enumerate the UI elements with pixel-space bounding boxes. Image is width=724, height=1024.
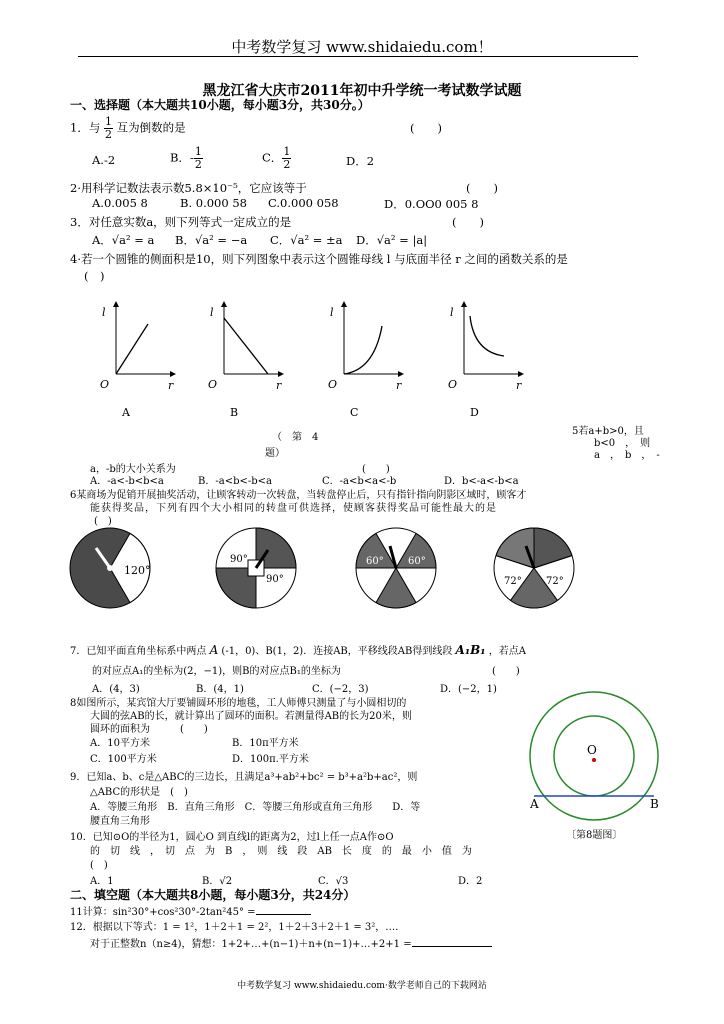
svg-text:O: O	[448, 378, 458, 391]
q7-option-a: A．(4，3)	[92, 684, 140, 695]
header-rule	[78, 56, 638, 57]
svg-text:l: l	[102, 306, 106, 319]
section2-heading: 二、填空题（本大题共8小题，每小题3分，共24分）	[70, 888, 356, 902]
q10-answer-paren: ( )	[90, 860, 108, 871]
q5-stem-1: 5若a+b>0，且	[572, 426, 644, 437]
q10-stem-2: 的 切 线 ， 切 点 为 B ， 则 线 段 AB 长 度 的 最 小 值 为	[90, 846, 472, 857]
svg-text:72°: 72°	[546, 576, 564, 587]
svg-text:120°: 120°	[124, 564, 151, 577]
svg-text:r: r	[396, 379, 402, 392]
q6-stem-2: 能获得奖品，下列有四个大小相同的转盘可供选择，使顾客获得奖品可能性最大的是	[90, 503, 497, 514]
q3-option-c: C．√a² = ±a	[270, 233, 343, 247]
q8-ring-figure	[522, 686, 672, 846]
q1-option-d: D．2	[346, 154, 375, 168]
q5-option-c: C．-a<b<a<-b	[322, 476, 397, 487]
q4-graph-c	[328, 302, 403, 419]
page-header: 中考数学复习 www.shidaiedu.com！	[231, 38, 493, 56]
q4-graph-d-curve	[470, 316, 504, 356]
svg-text:72°: 72°	[504, 576, 522, 587]
q5-stem-3: a ， b ， -	[594, 450, 660, 461]
svg-text:90°: 90°	[266, 574, 284, 585]
q6-stem-1: 6某商场为促销开展抽奖活动，让顾客转动一次转盘，当转盘停止后，只有指针指向阴影区域时，顾客才	[70, 490, 527, 501]
q4-graph-figure	[90, 296, 530, 426]
q6-answer-paren: ( )	[94, 516, 112, 527]
svg-text:D: D	[470, 406, 479, 419]
q3-option-a: A．√a² = a	[92, 233, 155, 247]
q6-spinner-a	[70, 528, 151, 632]
q7-option-c: C．(−2，3)	[312, 684, 369, 695]
q5-answer-paren: ( )	[362, 464, 390, 475]
q11-answer-blank[interactable]	[256, 904, 311, 915]
exam-title: 黑龙江省大庆市2011年初中升学统一考试数学试题	[202, 83, 522, 99]
q6-spinner-b	[216, 528, 296, 632]
q9-options: A．等腰三角形 B．直角三角形 C．等腰三角形或直角三角形 D．等	[90, 802, 421, 813]
q2-option-d: D．0.OO0 005 8	[384, 197, 479, 211]
q10-option-a: A．1	[90, 876, 114, 887]
q12-answer-blank[interactable]	[412, 936, 492, 947]
svg-text:B: B	[230, 406, 239, 419]
q7-stem-2: 的对应点A₁的坐标为(2，−1)，则B的对应点B₁的坐标为	[92, 666, 341, 677]
q6-spinner-d	[494, 528, 574, 632]
q7-stem-1: 7．已知平面直角坐标系中两点 A (-1，0)、B(1，2)．连接AB，平移线段AB得到线段 A₁B₁ ，若点A	[70, 643, 526, 657]
q5-option-d: D．b<-a<-b<a	[444, 476, 519, 487]
q5-option-a: A．-a<-b<b<a	[90, 476, 164, 487]
q12-stem-2: 对于正整数n（n≥4)，猜想：1+2+…+(n−1)＋n+(n−1)+…+2+1 =	[90, 935, 492, 950]
q2-option-c: C.0.000 058	[268, 196, 339, 210]
page-footer: 中考数学复习 www.shidaiedu.com·数学老师自己的下载网站	[237, 981, 487, 991]
q4-graph-d	[448, 302, 523, 419]
section1-heading: 一、选择题（本大题共10小题，每小题3分，共30分。）	[70, 98, 370, 112]
q1-stem: 1．与 $\frac{1}{2}$ 互为倒数的是	[70, 115, 186, 141]
q3-option-b: B．√a² = −a	[175, 233, 248, 247]
q5-stem-2: b<0 ， 则	[594, 438, 651, 449]
q4-caption-1: （ 第 4	[272, 432, 319, 443]
q4-graph-a-line	[116, 324, 148, 374]
q3-stem: 3．对任意实数a，则下列等式一定成立的是	[70, 215, 292, 229]
q9-stem-2: △ABC的形状是 ( )	[90, 787, 188, 798]
svg-text:r: r	[168, 379, 174, 392]
q4-answer-paren: ( )	[84, 269, 105, 283]
q2-option-a: A.0.005 8	[92, 196, 148, 210]
q4-stem: 4·若一个圆锥的侧面积是10，则下列图象中表示这个圆锥母线 l 与底面半径 r 之间的函数关系的是	[70, 252, 568, 266]
svg-text:60°: 60°	[408, 556, 426, 567]
q4-graph-c-curve	[344, 326, 382, 374]
q10-option-d: D．2	[458, 876, 483, 887]
q2-answer-paren: ( )	[466, 181, 498, 195]
svg-text:l: l	[330, 306, 334, 319]
q1-option-a: A.-2	[92, 153, 116, 167]
svg-text:l: l	[210, 306, 214, 319]
q2-option-b: B. 0.000 58	[180, 196, 247, 210]
q1-option-b: B．- $\frac{1}{2}$	[170, 145, 202, 171]
q9-stem-1: 9．已知a、b、c是△ABC的三边长，且满足a³+ab²+bc² = b³+a²b+ac²，则	[70, 772, 418, 783]
svg-text:O: O	[587, 743, 597, 757]
q8-option-c: C．100平方米	[90, 754, 157, 765]
q8-center-dot	[592, 758, 596, 762]
q3-answer-paren: ( )	[452, 215, 484, 229]
q5-stem-4: a，-b的大小关系为	[90, 464, 176, 475]
q10-option-c: C．√3	[318, 876, 349, 887]
q11-stem: 11计算：sin²30°+cos²30°-2tan²45° =	[70, 903, 311, 918]
q9-option-d-cont: 腰直角三角形	[90, 816, 150, 827]
svg-text:l: l	[450, 306, 454, 319]
q5-option-b: B．-a<b<-b<a	[198, 476, 272, 487]
q8-option-a: A．10平方米	[90, 738, 150, 749]
q7-option-d: D．(−2，1)	[440, 684, 497, 695]
q8-stem-1: 8如图所示，某宾馆大厅要铺圆环形的地毯，工人师傅只测量了与小圆相切的	[70, 698, 407, 709]
svg-text:r: r	[516, 379, 522, 392]
q12-stem-1: 12．根据以下等式：1 = 1²，1＋2＋1 = 2²，1＋2＋3＋2＋1 = 3²，…．	[70, 922, 406, 933]
q4-graph-b	[208, 302, 283, 419]
svg-text:〔第8题图〕: 〔第8题图〕	[566, 830, 623, 841]
q8-stem-2: 大圆的弦AB的长，就计算出了圆环的面积。若测量得AB的长为20米，则	[90, 711, 412, 722]
q10-option-b: B．√2	[202, 876, 233, 887]
q8-stem-3: 圆环的面积为 ( )	[90, 724, 208, 735]
q4-graph-a	[100, 302, 175, 419]
svg-text:A: A	[530, 797, 539, 811]
q1-option-c: C． $\frac{1}{2}$	[262, 145, 291, 171]
svg-text:O: O	[100, 378, 110, 391]
q3-option-d: D．√a² = |a|	[356, 233, 428, 247]
q2-stem: 2·用科学记数法表示数5.8×10⁻⁵，它应该等于	[70, 181, 307, 195]
svg-text:90°: 90°	[230, 554, 248, 565]
q4-graph-b-line	[224, 318, 268, 374]
svg-text:O: O	[328, 378, 338, 391]
q1-answer-paren: ( )	[410, 121, 442, 135]
q10-stem-1: 10．已知⊙O的半径为1，圆心O 到直线l的距离为2，过l上任一点A作⊙O	[70, 832, 394, 843]
svg-text:C: C	[350, 406, 359, 419]
q7-option-b: B．(4，1)	[196, 684, 244, 695]
q7-answer-paren: ( )	[492, 666, 520, 677]
q6-spinner-figure	[60, 520, 600, 632]
svg-text:O: O	[208, 378, 218, 391]
q8-option-b: B．10π平方米	[232, 738, 299, 749]
q8-option-d: D．100π.平方米	[232, 754, 309, 765]
svg-text:B: B	[650, 797, 659, 811]
q4-caption-2: 题）	[265, 448, 285, 459]
svg-text:r: r	[276, 379, 282, 392]
svg-text:60°: 60°	[366, 556, 384, 567]
svg-text:A: A	[122, 406, 130, 419]
q6-spinner-c	[356, 528, 436, 632]
